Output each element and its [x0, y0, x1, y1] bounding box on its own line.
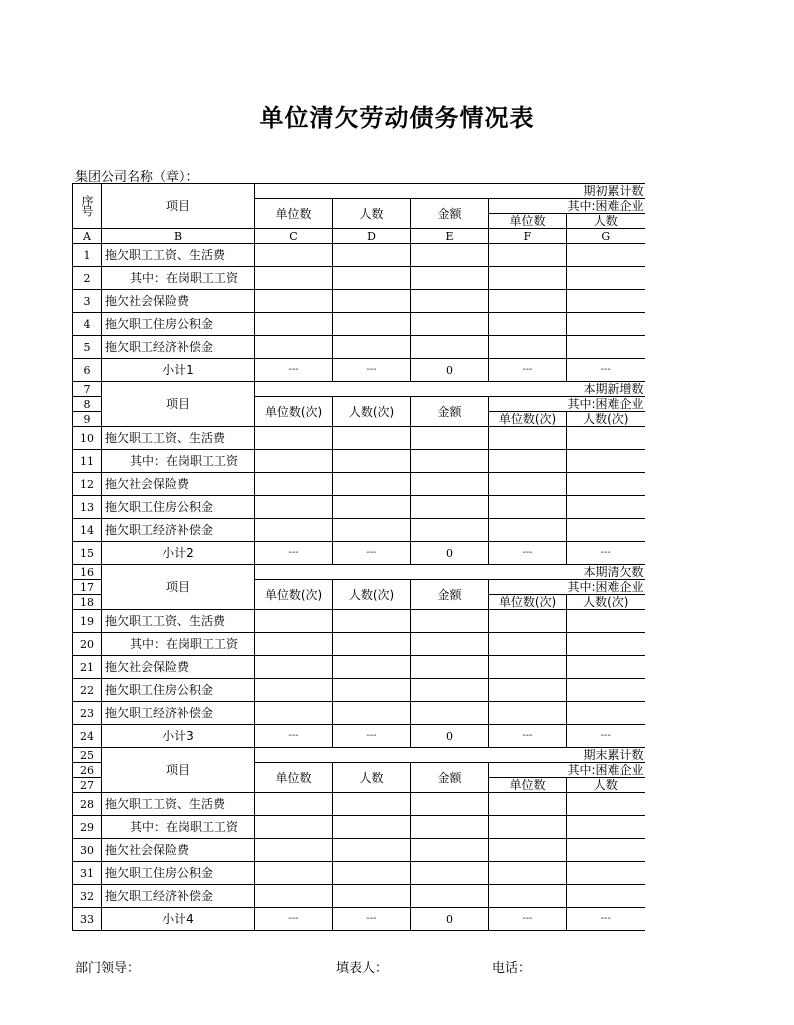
seq-cell: 22: [73, 679, 102, 702]
input-cell[interactable]: [255, 519, 333, 542]
col-people-header: 人数: [333, 199, 411, 229]
seq-cell: 16: [73, 565, 102, 580]
input-cell[interactable]: [567, 519, 645, 542]
subtotal-label: 小计3: [102, 725, 255, 748]
input-cell[interactable]: [333, 290, 411, 313]
seq-cell: 20: [73, 633, 102, 656]
input-cell[interactable]: [411, 702, 489, 725]
subtotal-d: ---: [333, 359, 411, 382]
table-row: [73, 359, 645, 382]
input-cell[interactable]: [567, 885, 645, 908]
input-cell[interactable]: [489, 656, 567, 679]
input-cell[interactable]: [411, 244, 489, 267]
subtotal-g: ---: [567, 359, 645, 382]
input-cell[interactable]: [489, 862, 567, 885]
seq-cell: 18: [73, 595, 102, 610]
seq-cell: 31: [73, 862, 102, 885]
subtotal-label: 小计1: [102, 359, 255, 382]
input-cell[interactable]: [567, 839, 645, 862]
hard-enterprise-header: 其中:困难企业: [489, 397, 645, 412]
item-header: 项目: [102, 184, 255, 229]
table-row: [73, 610, 645, 633]
input-cell[interactable]: [411, 336, 489, 359]
input-cell[interactable]: [333, 610, 411, 633]
item-label: 拖欠职工经济补偿金: [102, 519, 255, 542]
input-cell[interactable]: [255, 816, 333, 839]
seq-cell: 15: [73, 542, 102, 565]
item-label: 拖欠社会保险费: [102, 473, 255, 496]
item-label: 其中：在岗职工工资: [102, 267, 255, 290]
item-label: 拖欠职工住房公积金: [102, 496, 255, 519]
item-label: 拖欠职工经济补偿金: [102, 702, 255, 725]
subtotal-d: ---: [333, 908, 411, 931]
table-row: [73, 519, 645, 542]
seq-cell: 11: [73, 450, 102, 473]
input-cell[interactable]: [411, 267, 489, 290]
input-cell[interactable]: [333, 244, 411, 267]
input-cell[interactable]: [411, 679, 489, 702]
input-cell[interactable]: [567, 450, 645, 473]
input-cell[interactable]: [489, 496, 567, 519]
col-amount-header: 金额: [411, 580, 489, 610]
item-label: 拖欠职工工资、生活费: [102, 793, 255, 816]
table-row: [73, 473, 645, 496]
input-cell[interactable]: [567, 473, 645, 496]
company-name-label: 集团公司名称（章）：: [75, 170, 199, 185]
input-cell[interactable]: [333, 313, 411, 336]
seq-cell: 6: [73, 359, 102, 382]
item-label: 拖欠职工工资、生活费: [102, 244, 255, 267]
sub-col-people-header: 人数: [567, 778, 645, 793]
table-row: [73, 816, 645, 839]
input-cell[interactable]: [489, 793, 567, 816]
input-cell[interactable]: [411, 313, 489, 336]
input-cell[interactable]: [333, 633, 411, 656]
item-label: 拖欠职工住房公积金: [102, 679, 255, 702]
sub-col-units-header: 单位数(次): [489, 412, 567, 427]
input-cell[interactable]: [567, 267, 645, 290]
section-title: 本期清欠数: [255, 565, 645, 580]
sub-col-people-header: 人数(次): [567, 595, 645, 610]
input-cell[interactable]: [489, 313, 567, 336]
hard-enterprise-header: 其中:困难企业: [489, 199, 645, 214]
seq-cell: 24: [73, 725, 102, 748]
seq-cell: 9: [73, 412, 102, 427]
subtotal-g: ---: [567, 908, 645, 931]
item-label: 拖欠职工经济补偿金: [102, 885, 255, 908]
input-cell[interactable]: [411, 816, 489, 839]
column-letter-c: C: [255, 229, 333, 244]
table-row: [73, 290, 645, 313]
input-cell[interactable]: [411, 633, 489, 656]
input-cell[interactable]: [489, 679, 567, 702]
seq-cell: 25: [73, 748, 102, 763]
input-cell[interactable]: [333, 336, 411, 359]
input-cell[interactable]: [333, 656, 411, 679]
table-row: [73, 679, 645, 702]
page-title: 单位清欠劳动债务情况表: [259, 104, 535, 132]
col-amount-header: 金额: [411, 199, 489, 229]
input-cell[interactable]: [567, 656, 645, 679]
subtotal-g: ---: [567, 542, 645, 565]
input-cell[interactable]: [333, 793, 411, 816]
subtotal-e: 0: [411, 725, 489, 748]
input-cell[interactable]: [411, 885, 489, 908]
col-units-header: 单位数(次): [255, 580, 333, 610]
seq-cell: 8: [73, 397, 102, 412]
item-label: 拖欠职工工资、生活费: [102, 610, 255, 633]
input-cell[interactable]: [411, 496, 489, 519]
subtotal-label: 小计4: [102, 908, 255, 931]
table-row: [73, 267, 645, 290]
input-cell[interactable]: [333, 267, 411, 290]
table-row: [73, 496, 645, 519]
footer-phone: 电话：: [492, 961, 532, 976]
subtotal-c: ---: [255, 359, 333, 382]
input-cell[interactable]: [567, 633, 645, 656]
table-row: [73, 702, 645, 725]
seq-header: [73, 184, 102, 229]
input-cell[interactable]: [567, 427, 645, 450]
table-row: [73, 427, 645, 450]
input-cell[interactable]: [489, 885, 567, 908]
table-row: [73, 382, 645, 397]
col-people-header: 人数(次): [333, 580, 411, 610]
table-row: [73, 565, 645, 580]
seq-cell: 12: [73, 473, 102, 496]
seq-cell: 33: [73, 908, 102, 931]
col-amount-header: 金额: [411, 763, 489, 793]
seq-cell: 2: [73, 267, 102, 290]
input-cell[interactable]: [255, 656, 333, 679]
col-people-header: 人数: [333, 763, 411, 793]
input-cell[interactable]: [255, 496, 333, 519]
input-cell[interactable]: [489, 336, 567, 359]
input-cell[interactable]: [255, 885, 333, 908]
input-cell[interactable]: [333, 519, 411, 542]
input-cell[interactable]: [255, 450, 333, 473]
section-title: 本期新增数: [255, 382, 645, 397]
table-row: [73, 542, 645, 565]
input-cell[interactable]: [567, 702, 645, 725]
item-label: 拖欠职工住房公积金: [102, 862, 255, 885]
table-row: [73, 839, 645, 862]
item-label: 其中：在岗职工工资: [102, 633, 255, 656]
input-cell[interactable]: [411, 656, 489, 679]
input-cell[interactable]: [567, 244, 645, 267]
input-cell[interactable]: [255, 793, 333, 816]
col-units-header: 单位数: [255, 199, 333, 229]
input-cell[interactable]: [411, 290, 489, 313]
seq-cell: 29: [73, 816, 102, 839]
seq-cell: 3: [73, 290, 102, 313]
input-cell[interactable]: [567, 793, 645, 816]
sub-col-units-header: 单位数: [489, 214, 567, 229]
input-cell[interactable]: [411, 839, 489, 862]
table-row: [73, 656, 645, 679]
table-row: [73, 184, 645, 199]
seq-cell: 32: [73, 885, 102, 908]
subtotal-label: 小计2: [102, 542, 255, 565]
input-cell[interactable]: [411, 610, 489, 633]
subtotal-e: 0: [411, 542, 489, 565]
seq-cell: 4: [73, 313, 102, 336]
column-letter-f: F: [489, 229, 567, 244]
subtotal-c: ---: [255, 542, 333, 565]
item-label: 拖欠社会保险费: [102, 839, 255, 862]
input-cell[interactable]: [255, 336, 333, 359]
footer-preparer: 填表人：: [336, 961, 389, 976]
input-cell[interactable]: [255, 862, 333, 885]
input-cell[interactable]: [567, 290, 645, 313]
col-amount-header: 金额: [411, 397, 489, 427]
input-cell[interactable]: [411, 793, 489, 816]
subtotal-c: ---: [255, 908, 333, 931]
subtotal-e: 0: [411, 359, 489, 382]
seq-cell: 28: [73, 793, 102, 816]
subtotal-f: ---: [489, 725, 567, 748]
input-cell[interactable]: [567, 862, 645, 885]
input-cell[interactable]: [255, 473, 333, 496]
input-cell[interactable]: [333, 496, 411, 519]
input-cell[interactable]: [333, 839, 411, 862]
input-cell[interactable]: [567, 679, 645, 702]
section-title: 期初累计数: [255, 184, 645, 199]
item-header: 项目: [102, 565, 255, 610]
subtotal-f: ---: [489, 908, 567, 931]
input-cell[interactable]: [255, 267, 333, 290]
input-cell[interactable]: [255, 427, 333, 450]
item-label: 拖欠社会保险费: [102, 656, 255, 679]
input-cell[interactable]: [411, 427, 489, 450]
item-label: 其中：在岗职工工资: [102, 450, 255, 473]
input-cell[interactable]: [255, 244, 333, 267]
section-title: 期末累计数: [255, 748, 645, 763]
input-cell[interactable]: [333, 816, 411, 839]
subtotal-g: ---: [567, 725, 645, 748]
input-cell[interactable]: [333, 450, 411, 473]
table-row: [73, 336, 645, 359]
column-letter-b: B: [102, 229, 255, 244]
input-cell[interactable]: [333, 702, 411, 725]
item-label: 其中：在岗职工工资: [102, 816, 255, 839]
input-cell[interactable]: [255, 702, 333, 725]
subtotal-c: ---: [255, 725, 333, 748]
input-cell[interactable]: [333, 473, 411, 496]
input-cell[interactable]: [567, 313, 645, 336]
hard-enterprise-header: 其中:困难企业: [489, 763, 645, 778]
table-row: [73, 908, 645, 931]
seq-cell: 30: [73, 839, 102, 862]
input-cell[interactable]: [489, 519, 567, 542]
sub-col-people-header: 人数(次): [567, 412, 645, 427]
input-cell[interactable]: [489, 267, 567, 290]
table-row: [73, 450, 645, 473]
input-cell[interactable]: [411, 862, 489, 885]
input-cell[interactable]: [411, 473, 489, 496]
input-cell[interactable]: [489, 427, 567, 450]
input-cell[interactable]: [489, 816, 567, 839]
subtotal-d: ---: [333, 542, 411, 565]
item-label: 拖欠职工经济补偿金: [102, 336, 255, 359]
seq-cell: 10: [73, 427, 102, 450]
table-row: [73, 862, 645, 885]
input-cell[interactable]: [489, 290, 567, 313]
column-letter-e: E: [411, 229, 489, 244]
input-cell[interactable]: [489, 839, 567, 862]
item-label: 拖欠职工住房公积金: [102, 313, 255, 336]
input-cell[interactable]: [333, 862, 411, 885]
input-cell[interactable]: [255, 633, 333, 656]
input-cell[interactable]: [489, 633, 567, 656]
table-row: [73, 633, 645, 656]
seq-cell: 5: [73, 336, 102, 359]
item-label: 拖欠社会保险费: [102, 290, 255, 313]
table-body: [73, 184, 645, 931]
seq-cell: 1: [73, 244, 102, 267]
seq-cell: 17: [73, 580, 102, 595]
input-cell[interactable]: [333, 679, 411, 702]
column-letter-a: A: [73, 229, 102, 244]
col-units-header: 单位数: [255, 763, 333, 793]
col-units-header: 单位数(次): [255, 397, 333, 427]
table-row: [73, 313, 645, 336]
hard-enterprise-header: 其中:困难企业: [489, 580, 645, 595]
seq-cell: 27: [73, 778, 102, 793]
subtotal-d: ---: [333, 725, 411, 748]
table-row: [73, 748, 645, 763]
input-cell[interactable]: [255, 290, 333, 313]
seq-cell: 26: [73, 763, 102, 778]
input-cell[interactable]: [333, 885, 411, 908]
table-row: [73, 725, 645, 748]
input-cell[interactable]: [567, 336, 645, 359]
footer-leader: 部门领导：: [75, 961, 141, 976]
seq-header-label: 序号: [80, 195, 94, 215]
subtotal-f: ---: [489, 542, 567, 565]
input-cell[interactable]: [255, 610, 333, 633]
item-header: 项目: [102, 382, 255, 427]
seq-cell: 13: [73, 496, 102, 519]
item-label: 拖欠职工工资、生活费: [102, 427, 255, 450]
input-cell[interactable]: [489, 450, 567, 473]
input-cell[interactable]: [567, 496, 645, 519]
input-cell[interactable]: [489, 702, 567, 725]
debt-table: [72, 183, 645, 931]
subtotal-e: 0: [411, 908, 489, 931]
input-cell[interactable]: [411, 519, 489, 542]
input-cell[interactable]: [255, 679, 333, 702]
seq-cell: 7: [73, 382, 102, 397]
input-cell[interactable]: [333, 427, 411, 450]
column-letter-d: D: [333, 229, 411, 244]
input-cell[interactable]: [255, 313, 333, 336]
sub-col-people-header: 人数: [567, 214, 645, 229]
input-cell[interactable]: [489, 610, 567, 633]
seq-cell: 23: [73, 702, 102, 725]
input-cell[interactable]: [489, 244, 567, 267]
table-row: [73, 229, 645, 244]
subtotal-f: ---: [489, 359, 567, 382]
col-people-header: 人数(次): [333, 397, 411, 427]
input-cell[interactable]: [255, 839, 333, 862]
column-letter-g: G: [567, 229, 645, 244]
table-row: [73, 244, 645, 267]
item-header: 项目: [102, 748, 255, 793]
input-cell[interactable]: [489, 473, 567, 496]
seq-cell: 21: [73, 656, 102, 679]
seq-cell: 19: [73, 610, 102, 633]
input-cell[interactable]: [567, 610, 645, 633]
seq-cell: 14: [73, 519, 102, 542]
input-cell[interactable]: [411, 450, 489, 473]
input-cell[interactable]: [567, 816, 645, 839]
sub-col-units-header: 单位数(次): [489, 595, 567, 610]
table-row: [73, 793, 645, 816]
sub-col-units-header: 单位数: [489, 778, 567, 793]
table-row: [73, 885, 645, 908]
